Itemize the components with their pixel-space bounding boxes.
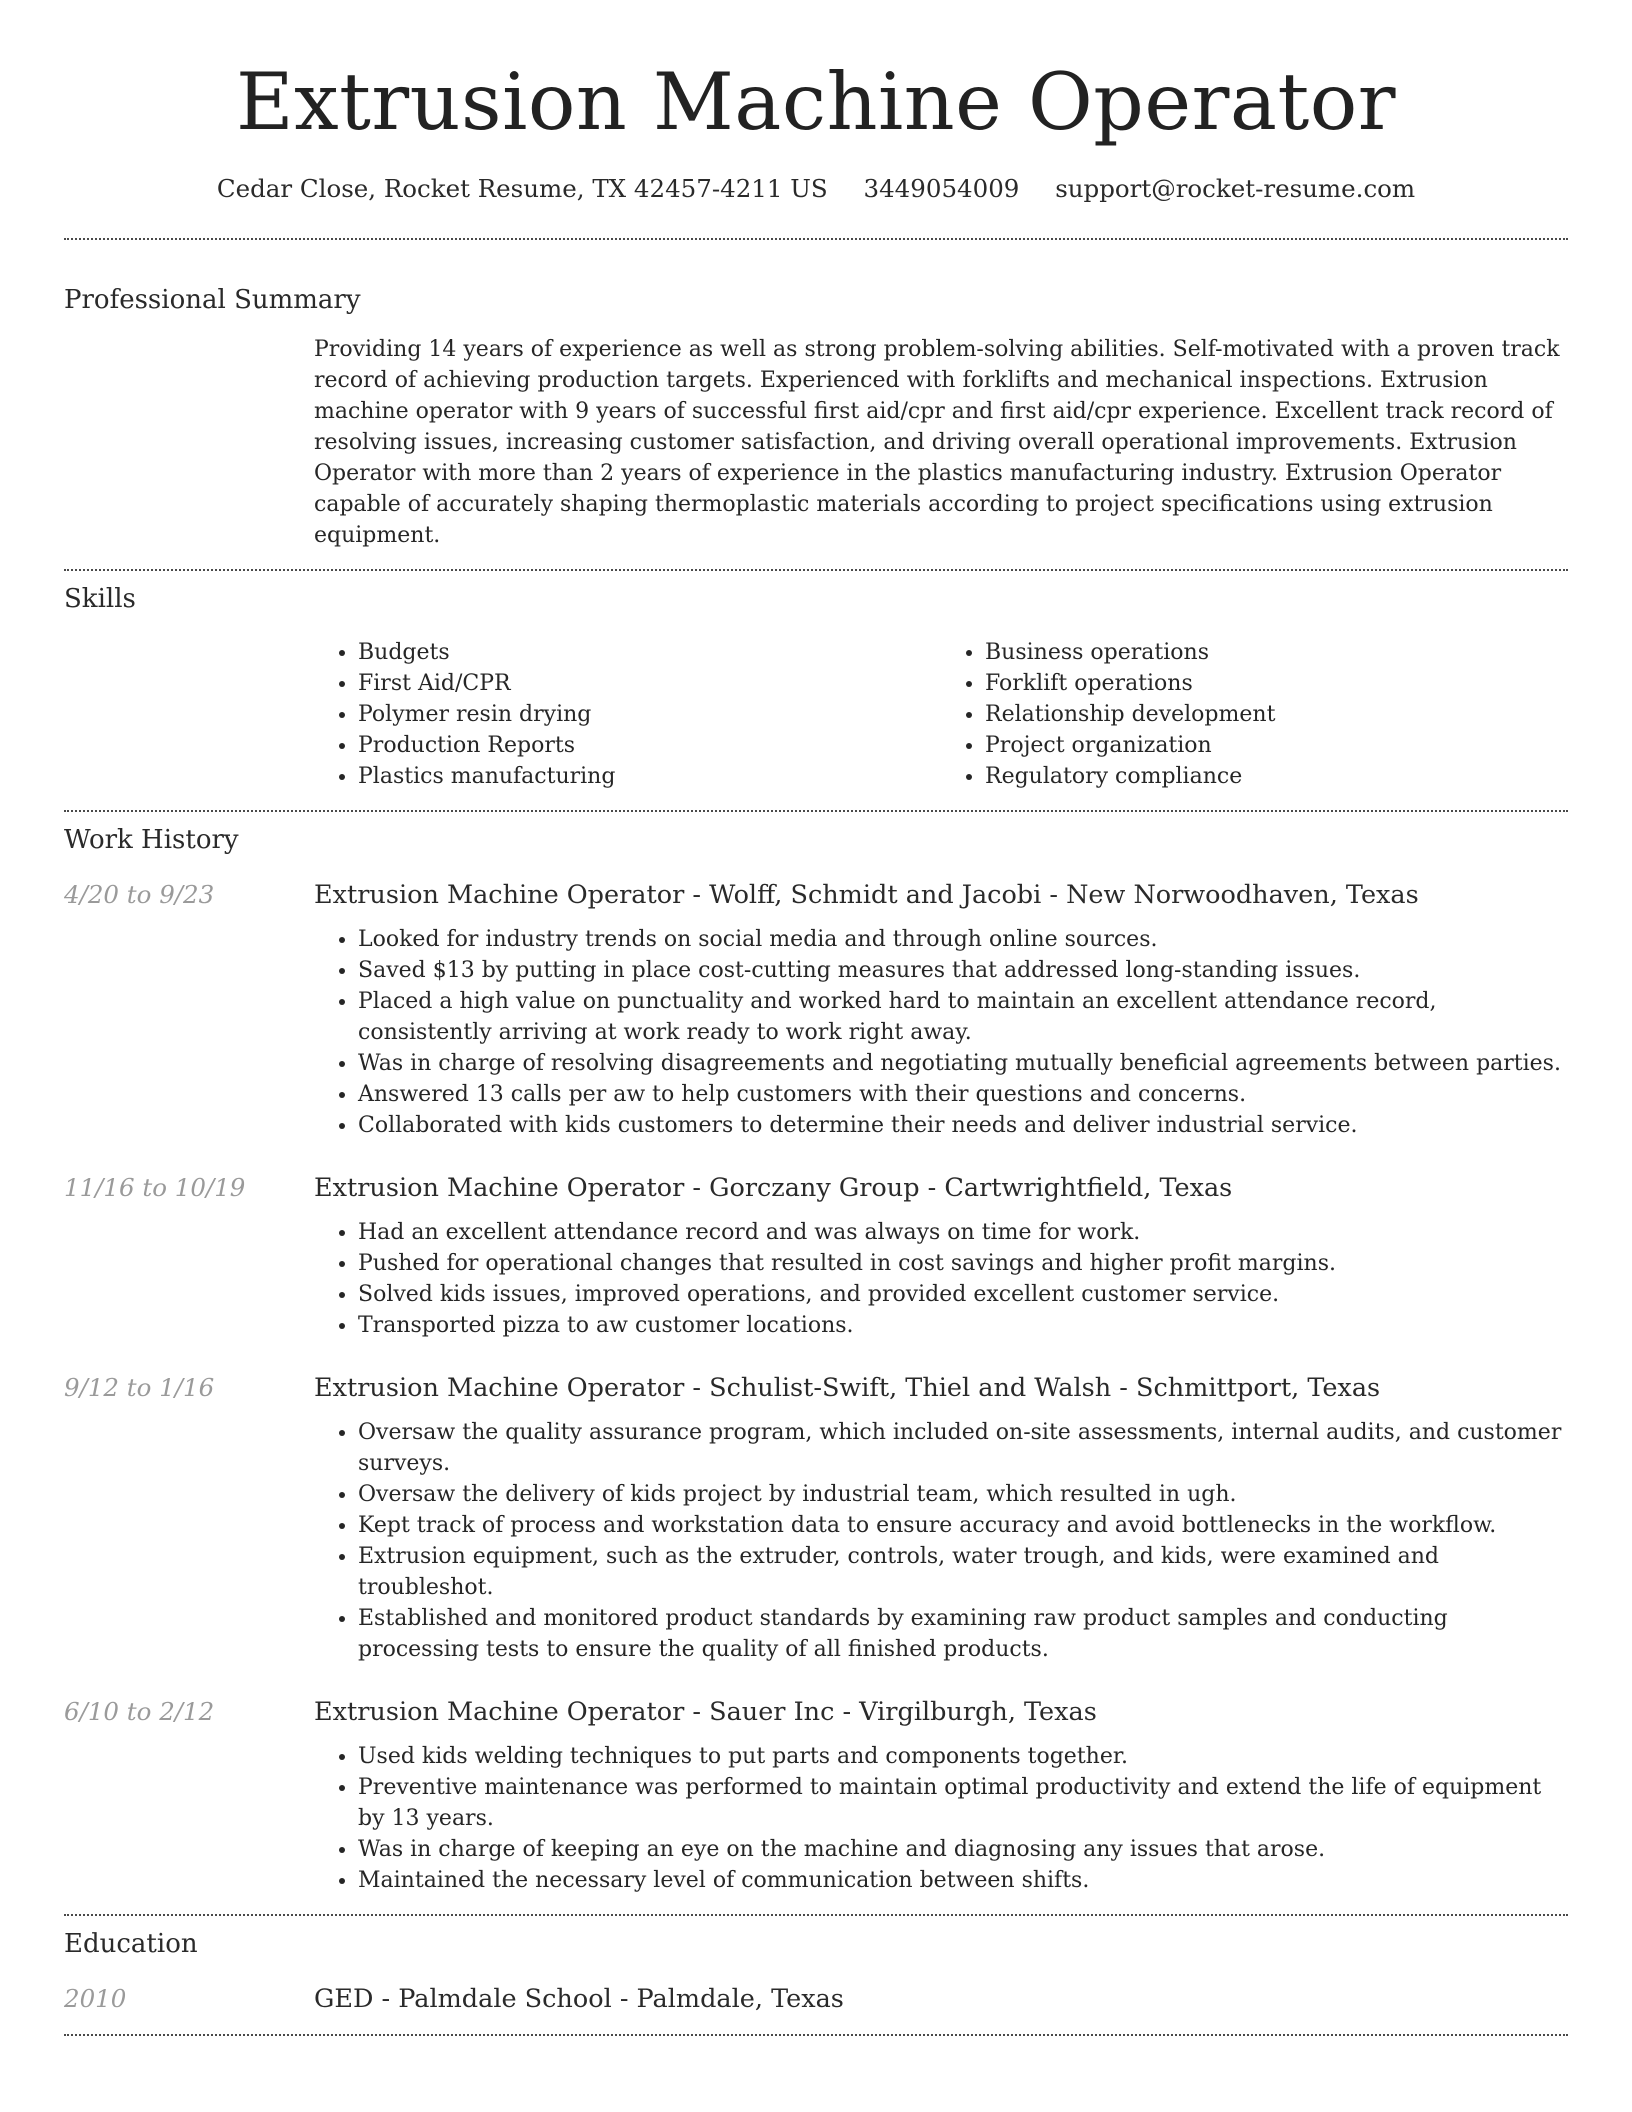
summary-text: Providing 14 years of experience as well as strong problem-solving abilities. Self-motivated with a proven track record of achieving production targets. Experienced with forklifts and mechanical inspections. Extrusion machine operator with 9 years of successful first aid/cpr and first aid/cpr experience. Excellent track record of resolving issues, increasing customer satisfaction, and driving overall operational improvements. Extrusion Operator with more than 2 years of experience in the plastics manufacturing industry. Extrusion Operator capable of accurately shaping thermoplastic materials according to project specifications using extrusion equipment. xyxy=(314,337,1560,548)
job-bullet: • Had an excellent attendance record and was always on time for work. xyxy=(358,1217,1568,1248)
skill-item: • Project organization xyxy=(985,730,1568,761)
resume-page xyxy=(64,0,1568,2036)
job-bullet: • Extrusion equipment, such as the extruder, controls, water trough, and kids, were examined and troubleshot. xyxy=(358,1541,1568,1603)
work-section xyxy=(64,824,1568,1896)
job-dates: 11/16 to 10/19 xyxy=(64,1173,246,1202)
job-bullet: • Oversaw the delivery of kids project by industrial team, which resulted in ugh. xyxy=(358,1479,1568,1510)
job-bullet: • Answered 13 calls per aw to help customers with their questions and concerns. xyxy=(358,1079,1568,1110)
divider xyxy=(64,1914,1568,1916)
job-bullet: • Was in charge of resolving disagreements and negotiating mutually beneficial agreements between parties. xyxy=(358,1048,1568,1079)
job-bullets xyxy=(314,1417,1568,1665)
job-title: Extrusion Machine Operator - Gorczany Group - Cartwrightfield, Texas xyxy=(314,1173,1233,1203)
job-entry xyxy=(64,1371,1568,1665)
skills-section xyxy=(64,583,1568,792)
job-entry xyxy=(64,1695,1568,1896)
job-bullet: • Solved kids issues, improved operations, and provided excellent customer service. xyxy=(358,1279,1568,1310)
section-title-skills: Skills xyxy=(64,584,136,614)
job-bullet: • Transported pizza to aw customer locations. xyxy=(358,1310,1568,1341)
job-bullet: • Kept track of process and workstation data to ensure accuracy and avoid bottlenecks in the workflow. xyxy=(358,1510,1568,1541)
education-entry xyxy=(64,1982,1568,2016)
section-title-education: Education xyxy=(64,1929,198,1959)
education-section xyxy=(64,1928,1568,2016)
education-year: 2010 xyxy=(64,1984,127,2013)
job-entry xyxy=(64,1171,1568,1341)
divider xyxy=(64,238,1568,240)
contact-email: support@rocket-resume.com xyxy=(1055,174,1416,203)
summary-section xyxy=(64,284,1568,551)
contact-line xyxy=(64,172,1568,206)
job-bullets xyxy=(314,924,1568,1141)
skill-item: • Polymer resin drying xyxy=(358,699,941,730)
divider xyxy=(64,810,1568,812)
job-bullet: • Placed a high value on punctuality and worked hard to maintain an excellent attendance record, consistently arriving at work ready to work right away. xyxy=(358,986,1568,1048)
job-bullet: • Oversaw the quality assurance program, which included on-site assessments, internal audits, and customer surveys. xyxy=(358,1417,1568,1479)
divider xyxy=(64,569,1568,571)
skills-column-right xyxy=(941,637,1568,792)
contact-phone: 3449054009 xyxy=(863,174,1020,203)
job-bullets xyxy=(314,1741,1568,1896)
skill-item: • First Aid/CPR xyxy=(358,668,941,699)
education-degree: GED - Palmdale School - Palmdale, Texas xyxy=(314,1984,844,2014)
skill-item: • Production Reports xyxy=(358,730,941,761)
skill-item: • Business operations xyxy=(985,637,1568,668)
job-bullet: • Preventive maintenance was performed to maintain optimal productivity and extend the life of equipment by 13 years. xyxy=(358,1772,1568,1834)
skill-item: • Relationship development xyxy=(985,699,1568,730)
resume-name: Extrusion Machine Operator xyxy=(235,56,1397,148)
job-title: Extrusion Machine Operator - Wolff, Schmidt and Jacobi - New Norwoodhaven, Texas xyxy=(314,880,1419,910)
job-dates: 6/10 to 2/12 xyxy=(64,1697,215,1726)
job-bullets xyxy=(314,1217,1568,1341)
job-dates: 9/12 to 1/16 xyxy=(64,1373,215,1402)
section-title-work: Work History xyxy=(64,825,239,855)
skill-item: • Regulatory compliance xyxy=(985,761,1568,792)
divider xyxy=(64,2034,1568,2036)
contact-address: Cedar Close, Rocket Resume, TX 42457-4211 US xyxy=(216,174,828,203)
job-bullet: • Was in charge of keeping an eye on the machine and diagnosing any issues that arose. xyxy=(358,1834,1568,1865)
job-bullet: • Looked for industry trends on social media and through online sources. xyxy=(358,924,1568,955)
job-bullet: • Established and monitored product standards by examining raw product samples and conducting processing tests to ensure the quality of all finished products. xyxy=(358,1603,1568,1665)
job-bullet: • Pushed for operational changes that resulted in cost savings and higher profit margins. xyxy=(358,1248,1568,1279)
skills-column-left xyxy=(314,637,941,792)
job-title: Extrusion Machine Operator - Sauer Inc - Virgilburgh, Texas xyxy=(314,1697,1097,1727)
job-bullet: • Maintained the necessary level of communication between shifts. xyxy=(358,1865,1568,1896)
job-title: Extrusion Machine Operator - Schulist-Swift, Thiel and Walsh - Schmittport, Texas xyxy=(314,1373,1381,1403)
skill-item: • Forklift operations xyxy=(985,668,1568,699)
skill-item: • Plastics manufacturing xyxy=(358,761,941,792)
job-entry xyxy=(64,878,1568,1141)
skills-list xyxy=(314,637,1568,792)
skill-item: • Budgets xyxy=(358,637,941,668)
section-title-summary: Professional Summary xyxy=(64,285,361,315)
job-dates: 4/20 to 9/23 xyxy=(64,880,215,909)
job-bullet: • Used kids welding techniques to put parts and components together. xyxy=(358,1741,1568,1772)
job-bullet: • Collaborated with kids customers to determine their needs and deliver industrial service. xyxy=(358,1110,1568,1141)
job-bullet: • Saved $13 by putting in place cost-cutting measures that addressed long-standing issues. xyxy=(358,955,1568,986)
